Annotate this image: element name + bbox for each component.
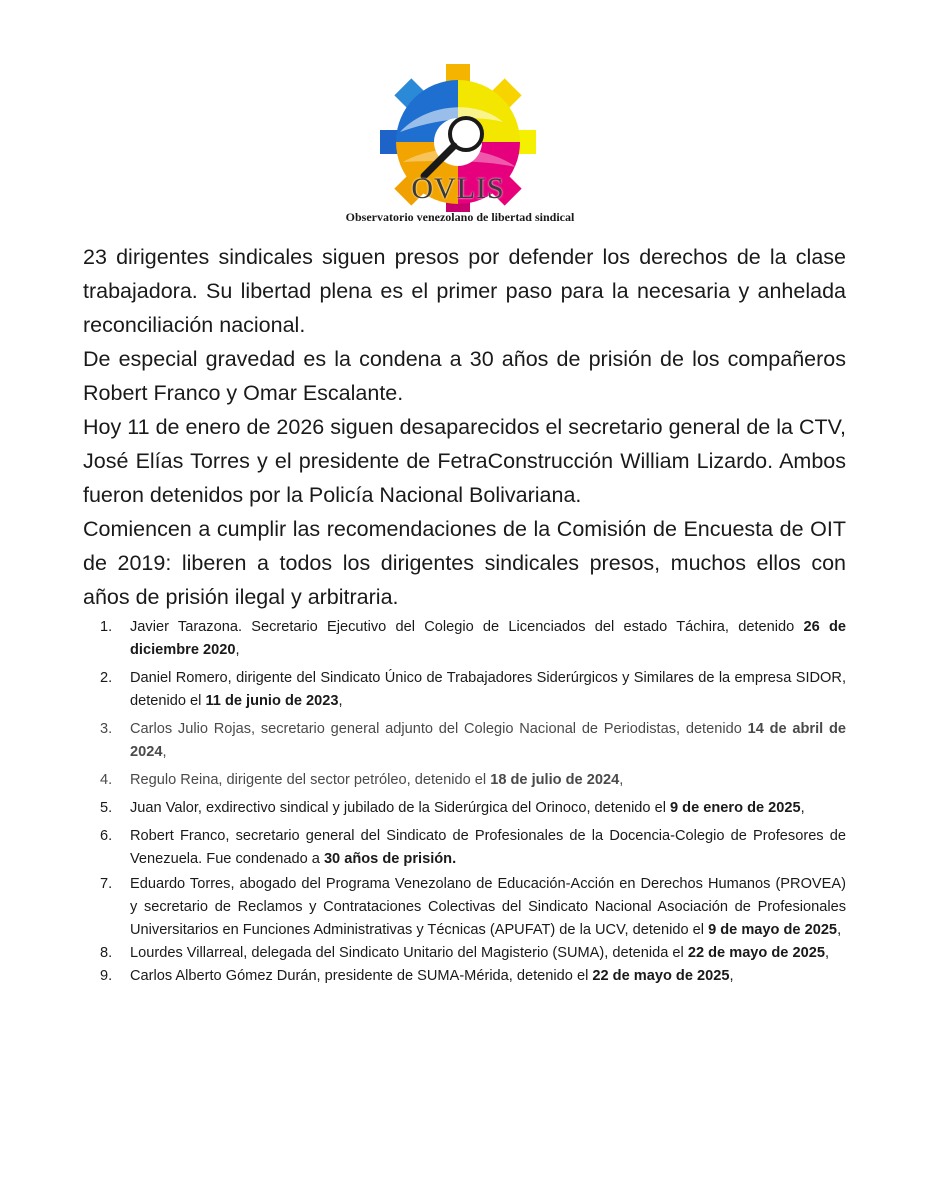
item-tail: , [338,693,343,709]
list-number: 1. [100,619,113,635]
item-date: 14 de abril de 2024 [130,721,846,760]
list-number: 9. [100,968,113,984]
list-item [100,825,846,871]
list-number: 3. [100,721,113,737]
paragraph-4: Comiencen a cumplir las recomendaciones de la Comisión de Encuesta de OIT de 2019: liberen a todos los dirigentes sindicales presos, muchos ellos con años de prisión ilegal y arbitraria. [83,517,846,609]
logo-tagline: Observatorio venezolano de libertad sindical [345,210,575,224]
item-date: 18 de julio de 2024 [490,772,620,788]
item-text: Regulo Reina, dirigente del sector petróleo, detenido el [130,772,491,788]
list-number: 7. [100,876,113,892]
item-text: Juan Valor, exdirectivo sindical y jubilado de la Siderúrgica del Orinoco, detenido el [130,800,671,816]
list-number: 5. [100,800,113,816]
list-number: 6. [100,828,113,844]
item-text: Robert Franco, secretario general del Sindicato de Profesionales de la Docencia-Colegio de Profesores de Venezuela. Fue condenado a [130,828,846,867]
intro-text [83,240,846,614]
item-text: Carlos Alberto Gómez Durán, presidente de SUMA-Mérida, detenido el [130,968,593,984]
item-tail: , [619,772,624,788]
list-item [100,616,846,662]
item-tail: , [162,744,167,760]
list-item [100,667,846,713]
item-date: 9 de enero de 2025 [670,800,801,816]
list-item [100,769,846,792]
list-item [100,942,846,965]
paragraph-3: Hoy 11 de enero de 2026 siguen desaparecidos el secretario general de la CTV, José Elías Torres y el presidente de FetraConstrucción William Lizardo. Ambos fueron detenidos por la Policía Nacional Bolivariana. [83,415,846,507]
item-date: 26 de diciembre 2020 [130,619,846,658]
detainees-list [100,616,846,988]
list-number: 2. [100,670,113,686]
item-date: 22 de mayo de 2025 [687,945,825,961]
logo-wordmark: OVLIS [411,172,505,205]
list-item [100,718,846,764]
item-date: 11 de junio de 2023 [205,693,339,709]
list-number: 4. [100,772,113,788]
item-date: 9 de mayo de 2025 [708,922,838,938]
list-item [100,797,846,820]
item-text: Eduardo Torres, abogado del Programa Venezolano de Educación-Acción en Derechos Humanos (PROVEA) y secretario de Reclamos y Contrataciones Colectivas del Sindicato Nacional Asociación de Profesionales Universitarios en Funciones Administrativas y Técnicas (APUFAT) de la UCV, detenido el [130,876,846,938]
item-date: 22 de mayo de 2025 [592,968,730,984]
item-text: Carlos Julio Rojas, secretario general adjunto del Colegio Nacional de Periodistas, detenido [130,721,748,737]
item-tail: , [235,642,240,658]
item-sentence: 30 años de prisión. [323,851,457,867]
paragraph-2: De especial gravedad es la condena a 30 años de prisión de los compañeros Robert Franco y Omar Escalante. [83,347,846,405]
item-tail: , [800,800,805,816]
ovlis-logo [340,62,580,230]
item-tail: , [837,922,842,938]
item-tail: , [824,945,830,961]
list-item [100,965,846,988]
item-text: Lourdes Villarreal, delegada del Sindicato Unitario del Magisterio (SUMA), detenida el [130,945,688,961]
item-tail: , [729,968,734,984]
item-text: Daniel Romero, dirigente del Sindicato Único de Trabajadores Siderúrgicos y Similares de la empresa SIDOR, detenido el [130,670,846,709]
item-text: Javier Tarazona. Secretario Ejecutivo del Colegio de Licenciados del estado Táchira, detenido [130,619,804,635]
paragraph-1: 23 dirigentes sindicales siguen presos por defender los derechos de la clase trabajadora. Su libertad plena es el primer paso para la necesaria y anhelada reconciliación nacional. [83,245,846,337]
list-number: 8. [100,945,113,961]
list-item [100,873,846,942]
